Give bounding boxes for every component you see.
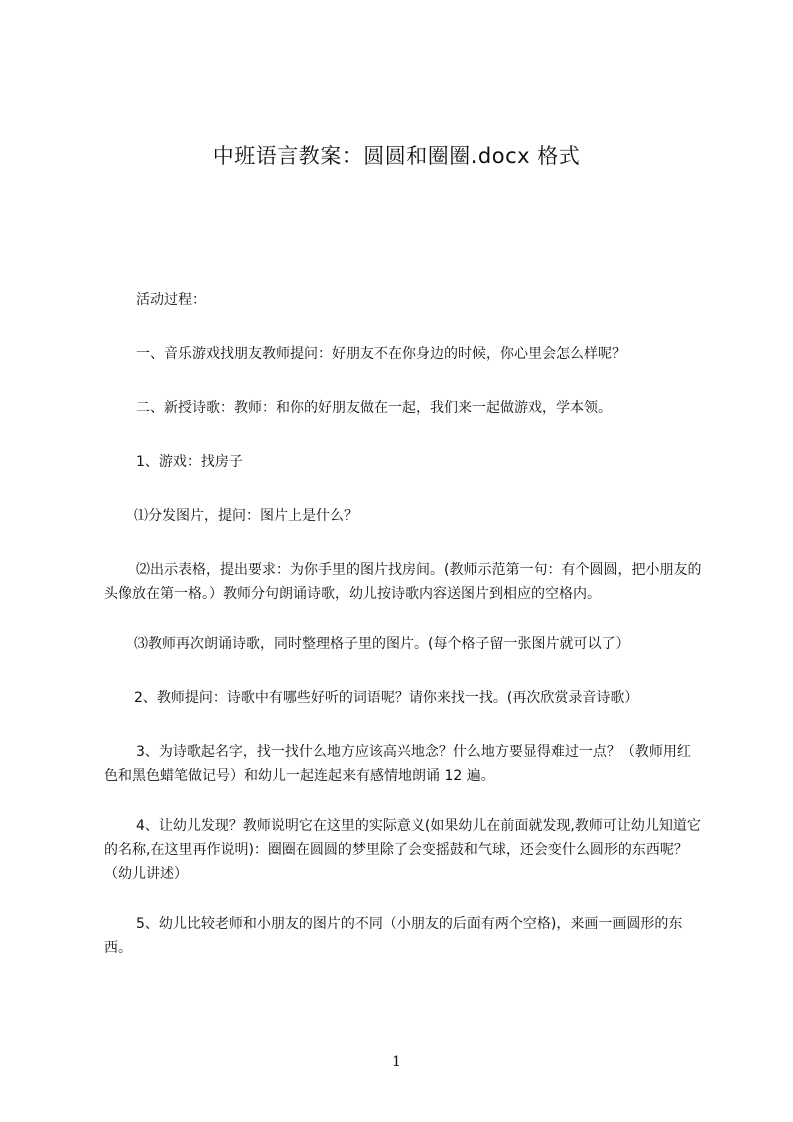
paragraph-show-table: ⑵出示表格，提出要求：为你手里的图片找房间。(教师示范第一句：有个圆圆，把小朋友的头像放在第一格。）教师分句朗诵诗歌，幼儿按诗歌内容送图片到相应的空格内。 [104, 562, 702, 602]
paragraph-activity-process: 活动过程： [136, 292, 206, 308]
document-body [104, 288, 704, 960]
page-number: 1 [392, 1054, 401, 1070]
paragraph-new-poem: 二、新授诗歌：教师：和你的好朋友做在一起，我们来一起做游戏，学本领。 [136, 400, 612, 416]
paragraph-children-discover: 4、让幼儿发现？教师说明它在这里的实际意义(如果幼儿在前面就发现,教师可让幼儿知道它的名称,在这里再作说明)：圈圈在圆圆的梦里除了会变摇鼓和气球，还会变什么圆形的东西呢？（幼儿讲述） [104, 818, 701, 882]
page-title: 中班语言教案：圆圆和圈圈.docx 格式 [212, 144, 581, 168]
paragraph-distribute-pictures: ⑴分发图片，提问：图片上是什么？ [134, 508, 358, 524]
paragraph-teacher-question: 2、教师提问：诗歌中有哪些好听的词语呢？请你来找一找。(再次欣赏录音诗歌） [134, 690, 639, 706]
paragraph-compare-pictures: 5、幼儿比较老师和小朋友的图片的不同（小朋友的后面有两个空格)，来画一画圆形的东西。 [104, 916, 683, 956]
paragraph-recite-again: ⑶教师再次朗诵诗歌，同时整理格子里的图片。(每个格子留一张图片就可以了） [134, 636, 630, 652]
paragraph-name-poem: 3、为诗歌起名字，找一找什么地方应该高兴地念？什么地方要显得难过一点？（教师用红色和黑色蜡笔做记号）和幼儿一起连起来有感情地朗诵 12 遍。 [104, 744, 691, 784]
paragraph-music-game: 一、音乐游戏找朋友教师提问：好朋友不在你身边的时候，你心里会怎么样呢？ [136, 346, 626, 362]
paragraph-game-find-house: 1、游戏：找房子 [136, 454, 243, 470]
